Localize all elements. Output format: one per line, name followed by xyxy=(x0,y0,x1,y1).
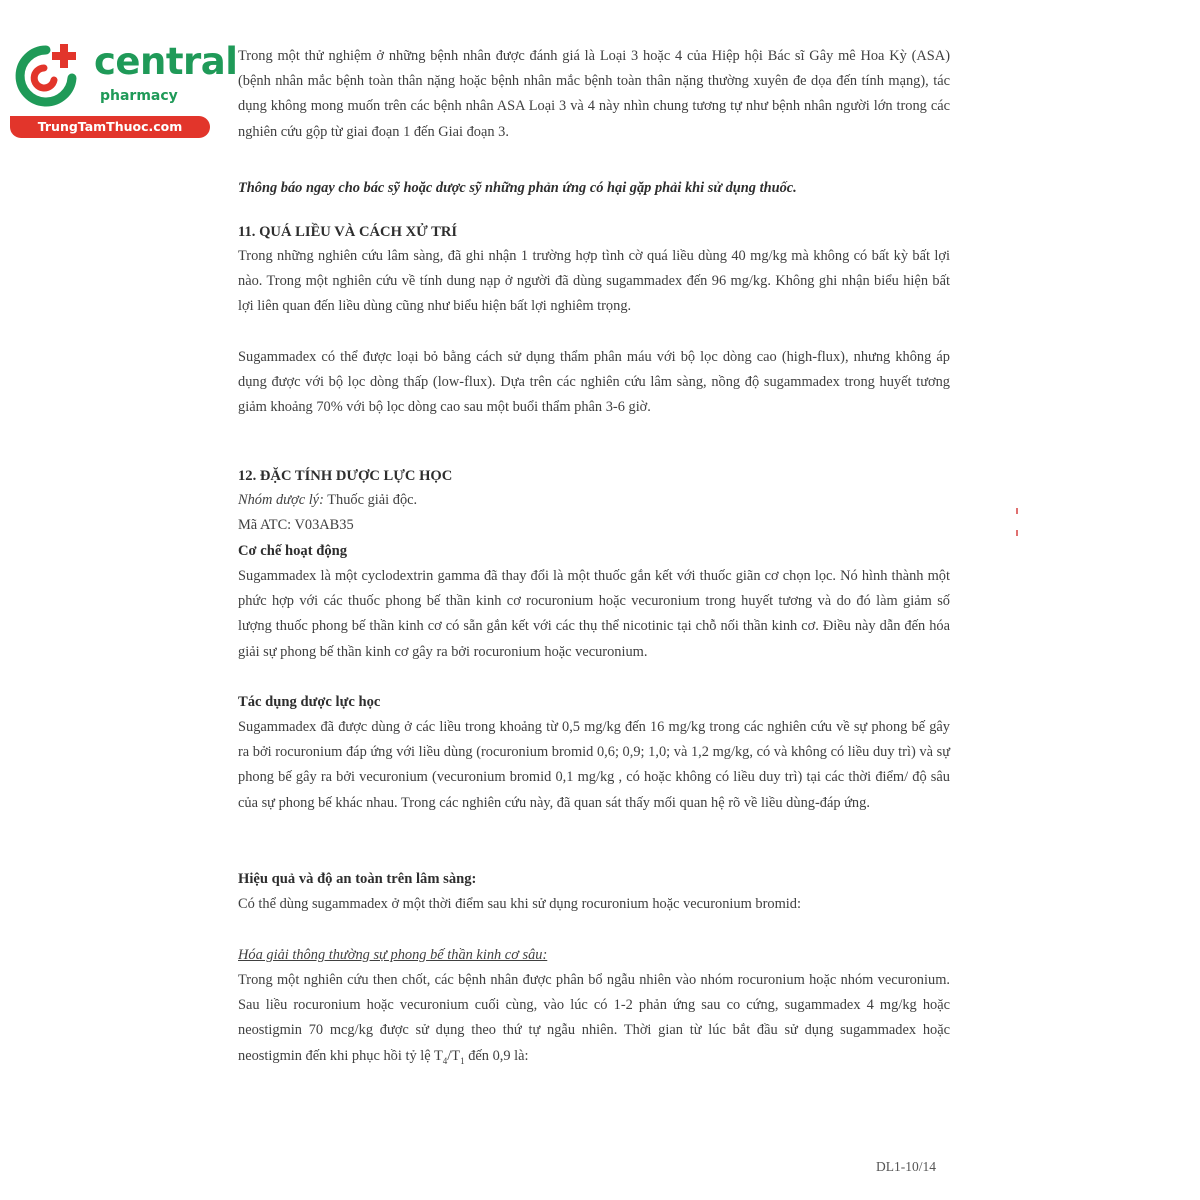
pharmacological-group-label: Nhóm dược lý: xyxy=(238,492,324,508)
pharmacological-group xyxy=(238,488,950,513)
logo-website: TrungTamThuoc.com xyxy=(10,116,210,138)
mechanism-title: Cơ chế hoạt động xyxy=(238,543,348,559)
paragraph-overdose: Trong những nghiên cứu lâm sàng, đã ghi nhận 1 trường hợp tình cờ quá liều dùng 40 mg/kg mà không có bất kỳ bất lợi nào. Trong một nghiên cứu về tính dung nạp ở người đã dùng sugammadex đến 96 mg/kg. Không ghi nhận biểu hiện bất lợi liên quan đến liều dùng cũng như biểu hiện bất lợi nghiêm trọng. xyxy=(238,248,950,315)
efficacy-title: Hiệu quả và độ an toàn trên lâm sàng: xyxy=(238,871,477,887)
margin-mark xyxy=(1016,530,1018,536)
logo-sub: pharmacy xyxy=(100,88,178,104)
paragraph-mechanism: Sugammadex là một cyclodextrin gamma đã thay đổi là một thuốc gắn kết với thuốc giãn cơ chọn lọc. Nó hình thành một phức hợp với các thuốc phong bế thần kinh cơ rocuronium hoặc vecuronium trong huyết tương và do đó làm giảm số lượng thuốc phong bế thần kinh cơ có sẵn gắn kết với các thụ thể nicotinic tại chỗ nối thần kinh cơ. Điều này dẫn đến hóa giải sự phong bế thần kinh cơ gây ra bởi rocuronium hoặc vecuronium. xyxy=(238,568,950,660)
paragraph-asa-trial: Trong một thử nghiệm ở những bệnh nhân được đánh giá là Loại 3 hoặc 4 của Hiệp hội Bác sĩ Gây mê Hoa Kỳ (ASA) (bệnh nhân mắc bệnh toàn thân nặng hoặc bệnh nhân mắc bệnh toàn thân nặng thường xuyên đe dọa đến tính mạng), tác dụng không mong muốn trên các bệnh nhân ASA Loại 3 và 4 này nhìn chung tương tự như bệnh nhân người lớn trong các nghiên cứu gộp từ giai đoạn 1 đến Giai đoạn 3. xyxy=(238,48,950,140)
paragraph-pharmacodynamics: Sugammadex đã được dùng ở các liều trong khoảng từ 0,5 mg/kg đến 16 mg/kg trong các nghiên cứu về sự phong bế gây ra bởi rocuronium đáp ứng với liều dùng (rocuronium bromid 0,6; 0,9; 1,0; và 1,2 mg/kg, có và không có liều duy trì) và sự phong bế gây ra bởi vecuronium (vecuronium bromid 0,1 mg/kg , có hoặc không có liều duy trì) tại các thời điểm/ độ sâu của sự phong bế khác nhau. Trong các nghiên cứu này, đã quan sát thấy mối quan hệ rõ về liều dùng-đáp ứng. xyxy=(238,719,950,811)
deep-block-text: Trong một nghiên cứu then chốt, các bệnh nhân được phân bổ ngẫu nhiên vào nhóm rocuronium hoặc nhóm vecuronium. Sau liều rocuronium hoặc vecuronium cuối cùng, vào lúc có 1-2 phản ứng sau co cứng, sugammadex 4 mg/kg hoặc neostigmin 70 mcg/kg được sử dụng theo thứ tự ngẫu nhiên. Thời gian từ lúc bắt đầu sử dụng sugammadex hoặc neostigmin đến khi phục hồi tỷ xyxy=(238,972,950,1064)
central-pharmacy-logo xyxy=(10,32,238,140)
deep-block-title: Hóa giải thông thường sự phong bế thần kinh cơ sâu: xyxy=(238,947,548,963)
deep-block-ratio: lệ $T_4/T_1$ đến 0,9 là: xyxy=(420,1047,529,1066)
section-11-title: 11. QUÁ LIỀU VÀ CÁCH XỬ TRÍ xyxy=(238,224,458,240)
pharmacological-group-value: Thuốc giải độc. xyxy=(323,492,418,508)
paragraph-dialysis: Sugammadex có thể được loại bỏ bằng cách sử dụng thẩm phân máu với bộ lọc dòng cao (high-flux), nhưng không áp dụng được với bộ lọc dòng thấp (low-flux). Dựa trên các nghiên cứu lâm sàng, nồng độ sugammadex trong huyết tương giảm khoảng 70% với bộ lọc dòng cao sau một buổi thẩm phân 3-6 giờ. xyxy=(238,349,950,416)
page-footer-code: DL1-10/14 xyxy=(876,1159,936,1174)
logo-name: central xyxy=(94,40,238,83)
section-12-title: 12. ĐẶC TÍNH DƯỢC LỰC HỌC xyxy=(238,468,453,484)
pharmacodynamics-title: Tác dụng dược lực học xyxy=(238,694,381,710)
paragraph-deep-block xyxy=(238,968,950,1074)
paragraph-efficacy: Có thể dùng sugammadex ở một thời điểm sau khi sử dụng rocuronium hoặc vecuronium bromid: xyxy=(238,896,801,912)
adverse-reaction-warning: Thông báo ngay cho bác sỹ hoặc dược sỹ những phản ứng có hại gặp phải khi sử dụng thuốc. xyxy=(238,180,797,196)
atc-code: Mã ATC: V03AB35 xyxy=(238,517,354,533)
pharmacy-cross-logo-icon xyxy=(10,40,82,112)
margin-mark xyxy=(1016,508,1018,514)
